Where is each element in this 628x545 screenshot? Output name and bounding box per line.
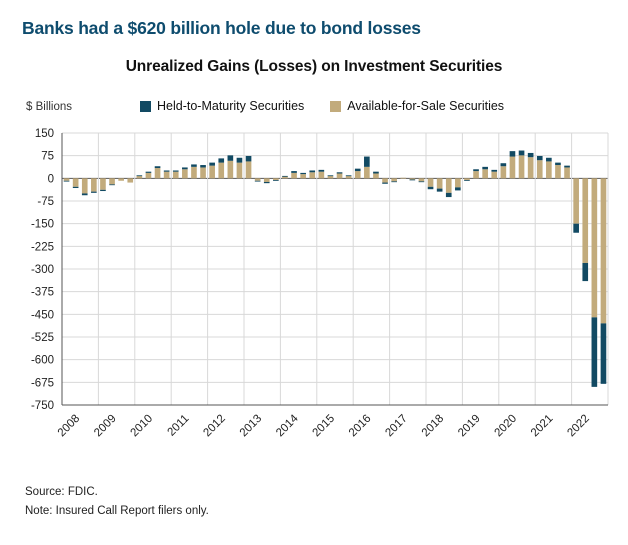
plot-area [0, 125, 628, 455]
bar-segment-htm [209, 163, 215, 166]
y-axis-tick-label: -225 [30, 241, 54, 254]
y-axis-tick-label: 75 [41, 150, 54, 163]
bar-segment-htm [573, 224, 579, 233]
bar-segment-afs [555, 165, 561, 178]
bar-segment-htm [273, 180, 279, 181]
legend-label-afs: Available-for-Sale Securities [347, 99, 505, 113]
x-axis-tick-label: 2014 [274, 412, 301, 440]
y-axis-tick-label: -525 [30, 332, 54, 344]
bar-segment-afs [319, 172, 325, 179]
bar-segment-htm [100, 190, 106, 191]
legend-item-htm [140, 99, 304, 113]
x-axis-tick-label: 2020 [492, 412, 520, 440]
legend-swatch-htm [140, 101, 151, 112]
legend-swatch-afs [330, 101, 341, 112]
y-axis-tick-label: -600 [30, 354, 54, 367]
bar-segment-afs [455, 178, 461, 187]
bar-segment-afs [601, 178, 607, 323]
bar-segment-htm [564, 166, 570, 168]
bar-segment-afs [209, 166, 215, 179]
bar-segment-htm [218, 158, 224, 162]
bar-segment-htm [337, 172, 343, 173]
legend-label-htm: Held-to-Maturity Securities [157, 99, 305, 113]
bar-segment-afs [273, 178, 279, 180]
bar-segment-htm [328, 175, 334, 176]
bar-segment-afs [364, 167, 370, 178]
bar-segment-afs [510, 157, 516, 179]
bar-segment-htm [264, 182, 270, 183]
bar-segment-htm [300, 173, 306, 174]
bar-segment-afs [228, 161, 234, 179]
bar-segment-htm [491, 170, 497, 172]
bar-segment-afs [373, 174, 379, 179]
bar-segment-afs [73, 178, 79, 186]
bar-segment-htm [582, 263, 588, 281]
x-axis-tick-label: 2013 [237, 412, 265, 440]
bar-segment-afs [182, 169, 188, 178]
bar-segment-afs [410, 178, 416, 179]
bar-segment-afs [191, 167, 197, 178]
bar-segment-afs [118, 178, 124, 180]
y-axis-tick-label: 0 [47, 173, 54, 186]
bar-segment-afs [337, 174, 343, 179]
bar-segment-afs [482, 169, 488, 178]
bar-segment-afs [473, 171, 479, 178]
bar-segment-afs [155, 168, 161, 178]
bar-segment-afs [592, 178, 598, 317]
bar-segment-htm [282, 176, 288, 177]
bar-segment-htm [164, 170, 170, 171]
bar-segment-afs [519, 155, 525, 178]
bar-segment-htm [510, 151, 516, 156]
bar-segment-afs [291, 173, 297, 178]
y-axis-unit-label: $ Billions [26, 101, 73, 113]
bar-segment-htm [346, 175, 352, 176]
bar-segment-afs [419, 178, 425, 181]
bar-segment-htm [237, 158, 243, 163]
bar-segment-htm [182, 167, 188, 169]
bar-segment-afs [400, 178, 406, 179]
bar-segment-htm [391, 181, 397, 182]
bar-segment-htm [64, 181, 70, 182]
bar-segment-afs [137, 176, 143, 178]
x-axis-tick-label: 2011 [165, 412, 192, 439]
x-axis-tick-label: 2017 [383, 412, 410, 440]
bar-segment-afs [464, 178, 470, 180]
bar-segment-afs [91, 178, 97, 191]
footnote-note: Note: Insured Call Report filers only. [25, 505, 209, 517]
bar-segment-afs [537, 160, 543, 178]
bar-segment-afs [382, 178, 388, 182]
bar-segment-htm [246, 156, 252, 161]
bar-segment-afs [328, 176, 334, 178]
bar-segment-afs [391, 178, 397, 181]
bar-segment-htm [555, 163, 561, 165]
bar-segment-afs [146, 173, 152, 178]
bar-segment-afs [355, 171, 361, 178]
bar-segment-htm [446, 193, 452, 197]
y-axis-tick-label: 150 [34, 128, 54, 140]
bar-segment-afs [164, 172, 170, 179]
footnotes [25, 483, 209, 521]
bar-segment-afs [528, 157, 534, 178]
bar-segment-htm [91, 192, 97, 193]
x-axis-tick-label: 2019 [456, 412, 483, 440]
bar-segment-htm [355, 169, 361, 171]
bar-segment-htm [82, 193, 88, 195]
chart-legend [140, 99, 504, 113]
x-axis-tick-label: 2022 [565, 412, 592, 440]
bar-segment-afs [309, 172, 315, 178]
bar-segment-htm [519, 151, 525, 156]
x-axis-tick-label: 2021 [528, 412, 556, 440]
bar-segment-htm [319, 170, 325, 172]
bar-segment-htm [73, 187, 79, 188]
bar-segment-htm [501, 163, 507, 166]
bar-segment-htm [137, 175, 143, 176]
bar-segment-afs [237, 163, 243, 179]
y-axis-tick-label: -150 [30, 218, 54, 231]
x-axis-tick-label: 2015 [310, 412, 338, 440]
bar-segment-htm [546, 158, 552, 162]
bar-segment-htm [437, 189, 443, 192]
bar-segment-htm [410, 180, 416, 181]
y-axis-tick-label: -750 [30, 400, 54, 412]
bar-segment-afs [437, 178, 443, 188]
bar-segment-afs [109, 178, 115, 184]
x-axis-tick-label: 2008 [55, 412, 83, 440]
x-axis-tick-label: 2009 [92, 412, 119, 440]
headline: Banks had a $620 billion hole due to bond losses [22, 18, 421, 38]
bar-segment-htm [419, 181, 425, 182]
footnote-source: Source: FDIC. [25, 486, 98, 498]
y-axis-tick-label: -300 [30, 264, 54, 276]
x-axis-tick-label: 2010 [128, 412, 156, 440]
bar-segment-afs [501, 166, 507, 178]
x-axis-tick-label: 2018 [419, 412, 447, 440]
bar-segment-afs [246, 161, 252, 178]
bar-segment-afs [82, 178, 88, 193]
bar-segment-afs [428, 178, 434, 186]
bar-segment-afs [300, 174, 306, 178]
bar-segment-htm [173, 170, 179, 171]
chart-title: Unrealized Gains (Losses) on Investment Securities [125, 58, 503, 75]
bar-segment-htm [592, 317, 598, 387]
bar-segment-htm [200, 165, 206, 167]
bar-segment-htm [191, 164, 197, 166]
bar-segment-htm [309, 170, 315, 172]
bar-segment-afs [173, 172, 179, 179]
bar-segment-htm [364, 157, 370, 167]
bar-segment-htm [291, 171, 297, 173]
bar-segment-afs [200, 167, 206, 178]
bar-segment-afs [446, 178, 452, 193]
x-axis-tick-label: 2012 [201, 412, 228, 440]
bar-segment-afs [573, 178, 579, 223]
bar-segment-htm [473, 169, 479, 171]
bar-segment-afs [218, 163, 224, 179]
bar-segment-afs [546, 161, 552, 178]
bar-segment-htm [382, 183, 388, 184]
bar-segment-afs [582, 178, 588, 263]
bar-segment-htm [537, 156, 543, 160]
bar-segment-afs [264, 178, 270, 182]
bar-segment-afs [64, 178, 70, 180]
bar-segment-afs [346, 176, 352, 178]
bar-segment-htm [228, 155, 234, 160]
bar-segment-afs [491, 172, 497, 179]
bar-segment-htm [109, 184, 115, 185]
bar-segment-htm [528, 153, 534, 157]
y-axis-tick-label: -675 [30, 377, 54, 390]
bar-segment-htm [455, 187, 461, 190]
y-axis-tick-label: -375 [30, 286, 54, 299]
bar-segment-afs [282, 177, 288, 179]
bar-segment-htm [428, 187, 434, 189]
bar-segment-afs [100, 178, 106, 189]
x-axis-tick-label: 2016 [346, 412, 374, 440]
chart-svg [0, 125, 628, 455]
legend-item-afs [330, 99, 504, 113]
y-axis-tick-label: -75 [37, 196, 54, 208]
bar-segment-htm [373, 172, 379, 174]
bar-segment-htm [155, 166, 161, 168]
bar-segment-htm [464, 180, 470, 181]
bar-segment-afs [255, 178, 261, 180]
bar-segment-afs [564, 167, 570, 178]
bar-segment-htm [255, 181, 261, 182]
bar-segment-htm [146, 172, 152, 173]
bar-segment-htm [482, 167, 488, 169]
y-axis-tick-label: -450 [30, 309, 54, 322]
bar-segment-afs [127, 178, 133, 182]
bar-segment-htm [601, 323, 607, 383]
